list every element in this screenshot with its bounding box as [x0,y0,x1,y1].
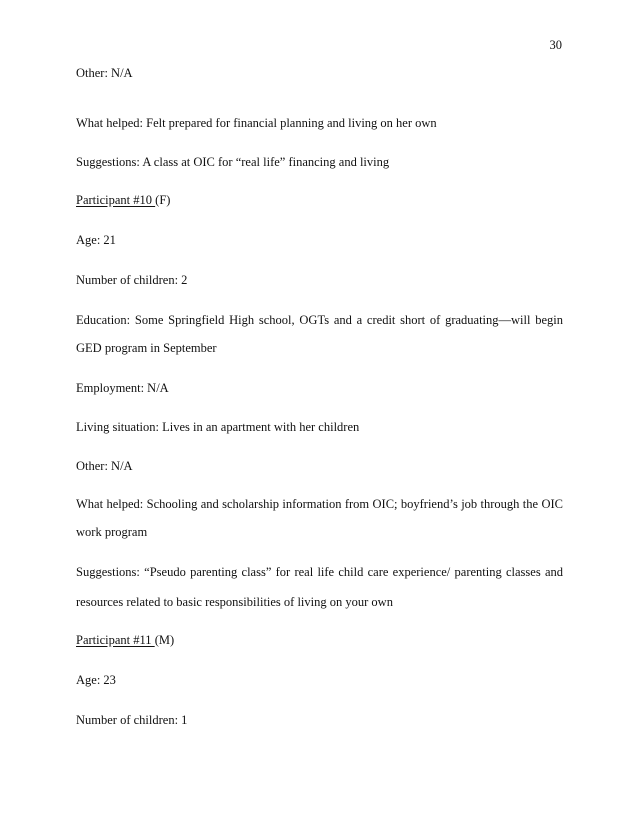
suggestions-line: Suggestions: A class at OIC for “real life” financing and living [76,155,390,169]
what-helped-line: What helped: Felt prepared for financial planning and living on her own [76,116,437,130]
participant-11-heading [76,633,563,647]
other-line: Other: N/A [76,66,133,80]
age-line: Age: 21 [76,233,116,247]
participant-10-gender: (F) [155,193,171,207]
participant-10-label: Participant #10 [76,193,156,207]
employment-line: Employment: N/A [76,381,169,395]
other-line-10: Other: N/A [76,459,133,473]
living-situation-line: Living situation: Lives in an apartment with her children [76,420,360,434]
what-helped-line-10-2: work program [76,525,148,539]
children-line-11: Number of children: 1 [76,713,188,727]
age-line-11: Age: 23 [76,673,116,687]
participant-10-heading [76,193,563,207]
suggestions-line-10-2: resources related to basic responsibilities of living on your own [76,595,393,609]
education-line-2: GED program in September [76,341,217,355]
education-line-1: Education: Some Springfield High school, OGTs and a credit short of graduating—will begin [76,313,563,327]
participant-11-label: Participant #11 [76,633,155,647]
suggestions-line-10-1: Suggestions: “Pseudo parenting class” for real life child care experience/ parenting classes and [76,565,563,579]
what-helped-line-10-1: What helped: Schooling and scholarship information from OIC; boyfriend’s job through the OIC [76,497,563,511]
page-number: 30 [549,38,562,52]
participant-11-gender: (M) [154,633,175,647]
children-line: Number of children: 2 [76,273,188,287]
